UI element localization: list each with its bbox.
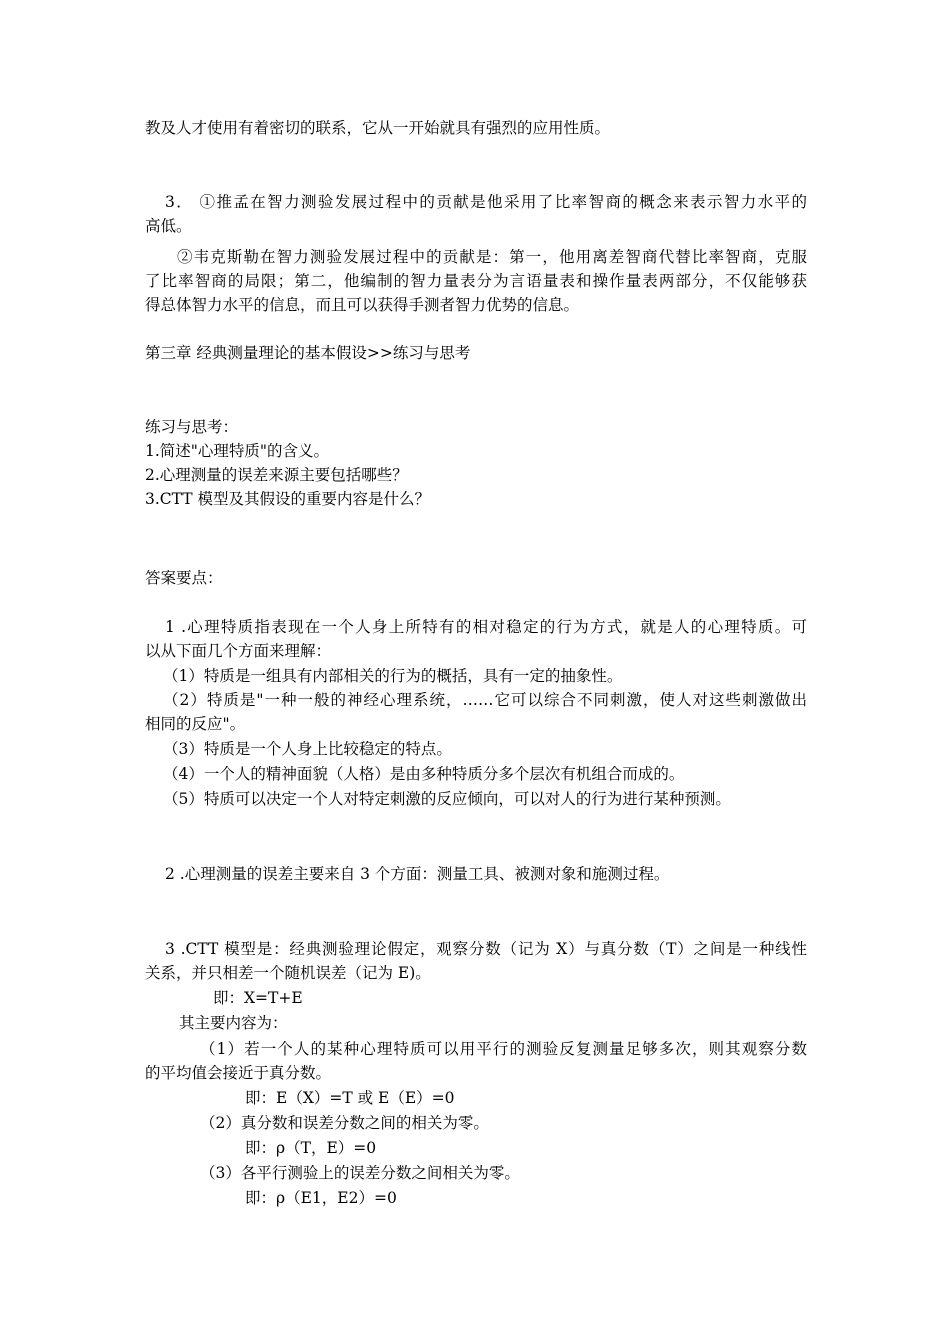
answer-3-line: 3 .CTT 模型是：经典测验理论假定，观察分数（记为 X）与真分数（T）之间是一种线性 (165, 940, 807, 958)
answer-3-item: （2）真分数和误差分数之间的相关为零。 (200, 1114, 489, 1132)
exercise-question: 2.心理测量的误差来源主要包括哪些？ (145, 466, 408, 484)
answer-1-item: 相同的反应"。 (145, 715, 246, 733)
paragraph-line: 教及人才使用有着密切的联系，它从一开始就具有强烈的应用性质。 (145, 119, 611, 137)
answer-3-line: 得总体智力水平的信息，而且可以获得手测者智力优势的信息。 (145, 296, 580, 314)
answer-3-line: 3． ①推孟在智力测验发展过程中的贡献是他采用了比率智商的概念来表示智力水平的 (165, 193, 807, 211)
answer-1-line: 1 .心理特质指表现在一个人身上所特有的相对稳定的行为方式，就是人的心理特质。可 (165, 618, 807, 636)
answer-heading: 答案要点： (145, 569, 223, 587)
formula: 即：ρ（E1，E2）=0 (245, 1189, 397, 1207)
formula: 即：ρ（T，E）=0 (245, 1139, 377, 1157)
chapter-heading: 第三章 经典测量理论的基本假设>>练习与思考 (145, 344, 471, 362)
answer-1-item: （1）特质是一组具有内部相关的行为的概括，具有一定的抽象性。 (163, 667, 623, 685)
exercise-question: 3.CTT 模型及其假设的重要内容是什么？ (145, 490, 431, 508)
answer-1-item: （4）一个人的精神面貌（人格）是由多种特质分多个层次有机组合而成的。 (163, 765, 685, 783)
answer-1-item: （2）特质是"一种一般的神经心理系统，……它可以综合不同刺激，使人对这些刺激做出 (163, 691, 807, 709)
formula: 即：E（X）=T 或 E（E）=0 (245, 1089, 455, 1107)
answer-1-item: （3）特质是一个人身上比较稳定的特点。 (163, 740, 452, 758)
exercise-question: 1.简述"心理特质"的含义。 (145, 442, 330, 460)
answer-3-line: 了比率智商的局限；第二，他编制的智力量表分为言语量表和操作量表两部分，不仅能够获 (145, 272, 807, 290)
exercise-heading: 练习与思考： (145, 418, 239, 436)
answer-1-item: （5）特质可以决定一个人对特定刺激的反应倾向，可以对人的行为进行某种预测。 (163, 790, 731, 808)
formula: 即：X=T+E (213, 989, 303, 1007)
answer-3-line: ②韦克斯勒在智力测验发展过程中的贡献是：第一，他用离差智商代替比率智商，克服 (177, 248, 807, 266)
answer-2-line: 2 .心理测量的误差主要来自 3 个方面：测量工具、被测对象和施测过程。 (165, 865, 670, 883)
answer-3-line: 其主要内容为： (179, 1014, 288, 1032)
answer-3-line: 关系，并只相差一个随机误差（记为 E)。 (145, 964, 431, 982)
answer-3-line: 高低。 (145, 217, 192, 235)
answer-3-item: （3）各平行测验上的误差分数之间相关为零。 (200, 1164, 520, 1182)
answer-1-line: 以从下面几个方面来理解： (145, 642, 332, 660)
answer-3-item: （1）若一个人的某种心理特质可以用平行的测验反复测量足够多次，则其观察分数 (200, 1040, 807, 1058)
answer-3-item: 的平均值会接近于真分数。 (145, 1064, 332, 1082)
